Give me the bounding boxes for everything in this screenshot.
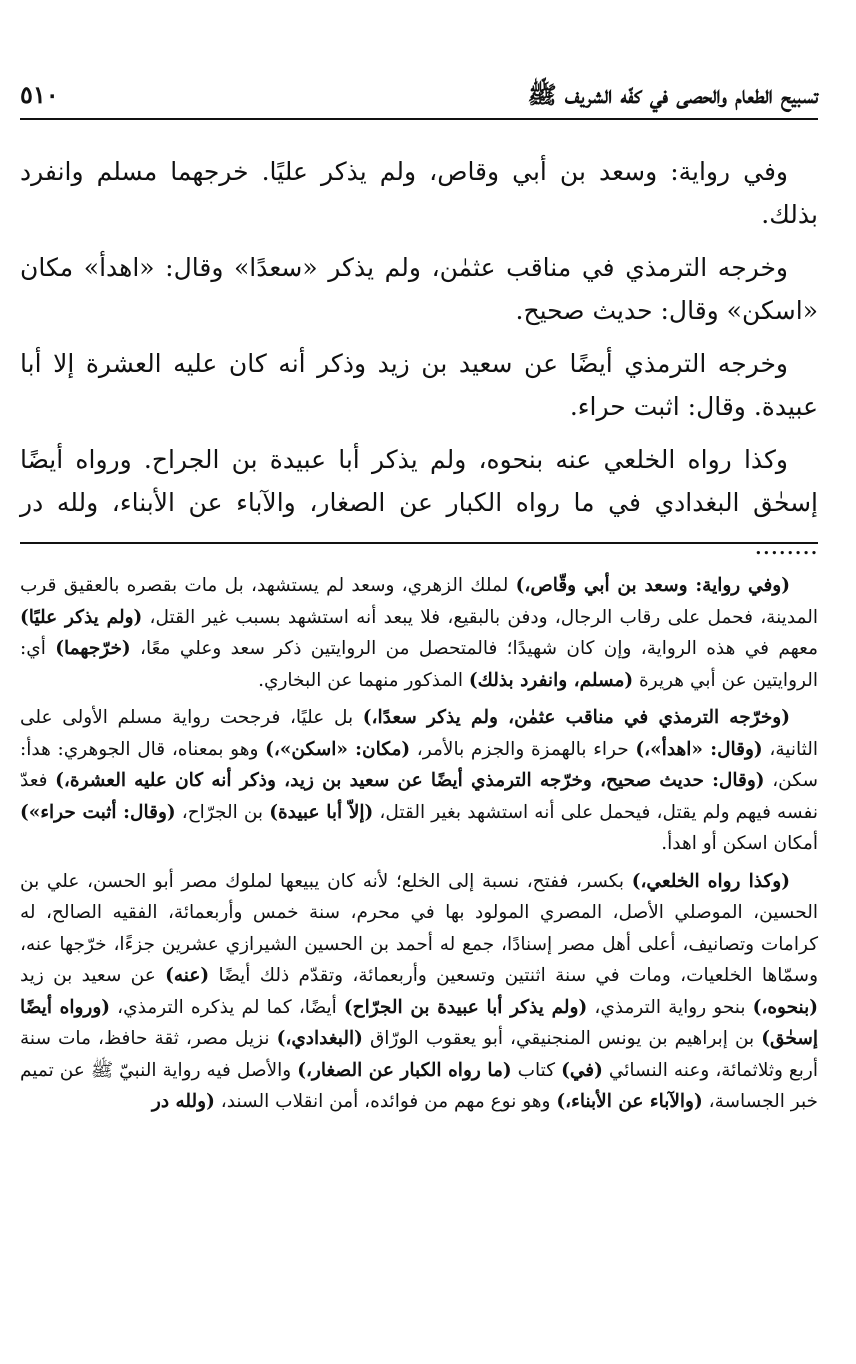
commentary-text: عن سعيد بن زيد bbox=[20, 965, 166, 986]
quoted-text: (وفي رواية: وسعد بن أبي وقّاص،) bbox=[515, 575, 790, 596]
commentary-text: والأصل فيه رواية النبيّ ﷺ عن تميم خبر الجساسة، bbox=[20, 1059, 818, 1112]
quoted-text: (ولله در bbox=[151, 1091, 215, 1112]
running-title: تسبيح الطعام والحصى في كفّه الشريف ﷺ bbox=[527, 80, 818, 109]
quoted-text: (خرّجهما) bbox=[55, 638, 131, 659]
page-header bbox=[20, 78, 818, 120]
commentary-text: وهو نوع مهم من فوائده، أمن انقلاب السند، bbox=[214, 1091, 557, 1112]
commentary-text: بن الجرّاح، bbox=[175, 801, 270, 823]
commentary-text: حراء بالهمزة والجزم بالأمر، bbox=[410, 738, 636, 760]
commentary-paragraph bbox=[20, 702, 818, 860]
page-number: ٥١٠ bbox=[20, 80, 59, 109]
quoted-text: (وقال: أثبت حراء») bbox=[20, 801, 176, 823]
commentary bbox=[20, 570, 818, 1124]
quoted-text: (والآباء عن الأبناء،) bbox=[556, 1091, 703, 1112]
commentary-text: أيضًا، كما لم يذكره الترمذي، bbox=[110, 996, 344, 1018]
quoted-text: (البغدادي،) bbox=[276, 1028, 363, 1049]
commentary-paragraph bbox=[20, 866, 818, 1118]
commentary-text: وهو بمعناه، قال الجوهري: هدأ: سكن، bbox=[20, 738, 818, 791]
commentary-text: كتاب bbox=[511, 1059, 562, 1081]
main-paragraph: وخرجه الترمذي في مناقب عثمٰن، ولم يذكر «سعدًا» وقال: «اهدأ» مكان «اسكن» وقال: حديث صحيح. bbox=[20, 253, 818, 325]
quoted-text: (مسلم، وانفرد بذلك) bbox=[468, 669, 634, 691]
quoted-text: (إلاّ أبا عبيدة) bbox=[269, 801, 374, 823]
footnote-divider bbox=[20, 542, 818, 544]
quoted-text: (ولم يذكر أبا عبيدة بن الجرّاح) bbox=[343, 996, 588, 1018]
commentary-text: نزيل مصر، ثقة حافظ، مات سنة أربع وثلاثمائة، وعنه النسائي bbox=[20, 1028, 819, 1081]
book-page bbox=[20, 0, 818, 1364]
commentary-text: بن إبراهيم بن يونس المنجنيقي، أبو يعقوب الورّاق bbox=[362, 1028, 762, 1049]
commentary-paragraph bbox=[20, 570, 818, 696]
main-paragraph: وكذا رواه الخلعي عنه بنحوه، ولم يذكر أبا عبيدة بن الجراح. ورواه أيضًا إسحٰق البغدادي في ما رواه الكبار عن الصغار، والآباء عن الأبناء، ولله در ........ bbox=[20, 445, 818, 560]
quoted-text: (عنه) bbox=[165, 965, 210, 986]
main-paragraph: وفي رواية: وسعد بن أبي وقاص، ولم يذكر عليًا. خرجهما مسلم وانفرد بذلك. bbox=[20, 157, 818, 229]
quoted-text: (ولم يذكر عليًا) bbox=[20, 606, 143, 628]
main-paragraph: وخرجه الترمذي أيضًا عن سعيد بن زيد وذكر أنه كان عليه العشرة إلا أبا عبيدة. وقال: اثبت حراء. bbox=[20, 349, 818, 421]
quoted-text: (وقال: حديث صحيح، وخرّجه الترمذي أيضًا عن سعيد بن زيد، وذكر أنه كان عليه العشرة،) bbox=[55, 770, 765, 791]
commentary-text: معهم في هذه الرواية، وإن كان شهيدًا؛ فالمتحصل من الروايتين ذكر سعد وعلي معًا، bbox=[130, 638, 819, 659]
commentary-text: فعدّ نفسه فيهم ولم يقتل، فيحمل على أنه استشهد بغير القتل، bbox=[20, 770, 818, 823]
quoted-text: (ورواه أيضًا إسحٰق) bbox=[20, 996, 818, 1049]
commentary-text: لملك الزهري، وسعد لم يستشهد، بل مات بقصره بالعقيق قرب المدينة، فحمل على رقاب الرجال، ودفن بالبقيع، فلا يبعد أنه استشهد بسبب غير القتل، bbox=[20, 575, 818, 628]
quoted-text: (بنحوه،) bbox=[752, 996, 819, 1018]
commentary-text: بنحو رواية الترمذي، bbox=[587, 996, 753, 1018]
quoted-text: (مكان: «اسكن»،) bbox=[265, 738, 411, 760]
commentary-text: أي: الروايتين عن أبي هريرة bbox=[20, 638, 818, 691]
quoted-text: (ما رواه الكبار عن الصغار،) bbox=[297, 1059, 512, 1081]
quoted-text: (وخرّجه الترمذي في مناقب عثمٰن، ولم يذكر سعدًا،) bbox=[362, 707, 790, 728]
main-text bbox=[20, 150, 818, 577]
commentary-text: المذكور منهما عن البخاري. bbox=[258, 669, 469, 691]
commentary-text: أمكان اسكن أو اهدأ. bbox=[661, 833, 818, 854]
quoted-text: (في) bbox=[561, 1059, 603, 1081]
quoted-text: (وكذا رواه الخلعي،) bbox=[631, 870, 790, 892]
commentary-text: بل عليًا، فرجحت رواية مسلم الأولى على الثانية، bbox=[20, 707, 819, 760]
quoted-text: (وقال: «اهدأ»،) bbox=[635, 738, 763, 760]
commentary-text: بكسر، ففتح، نسبة إلى الخلع؛ لأنه كان يبيعها لملوك مصر أبو الحسن، علي بن الحسين، الموصلي الأصل، المصري المولود بها في محرم، سنة خمس وأربعمائة، الفقيه الصالح، له كرامات وتصانيف، أعلى أهل مصر إسنادًا، جمع له أحمد بن الحسين الشيرازي عشرين جزءًا، خرّجها عنه، وسمّاها الخلعيات، ومات في سنة اثنتين وتسعين وأربعمائة، وتقدّم ذلك أيضًا bbox=[20, 870, 818, 986]
